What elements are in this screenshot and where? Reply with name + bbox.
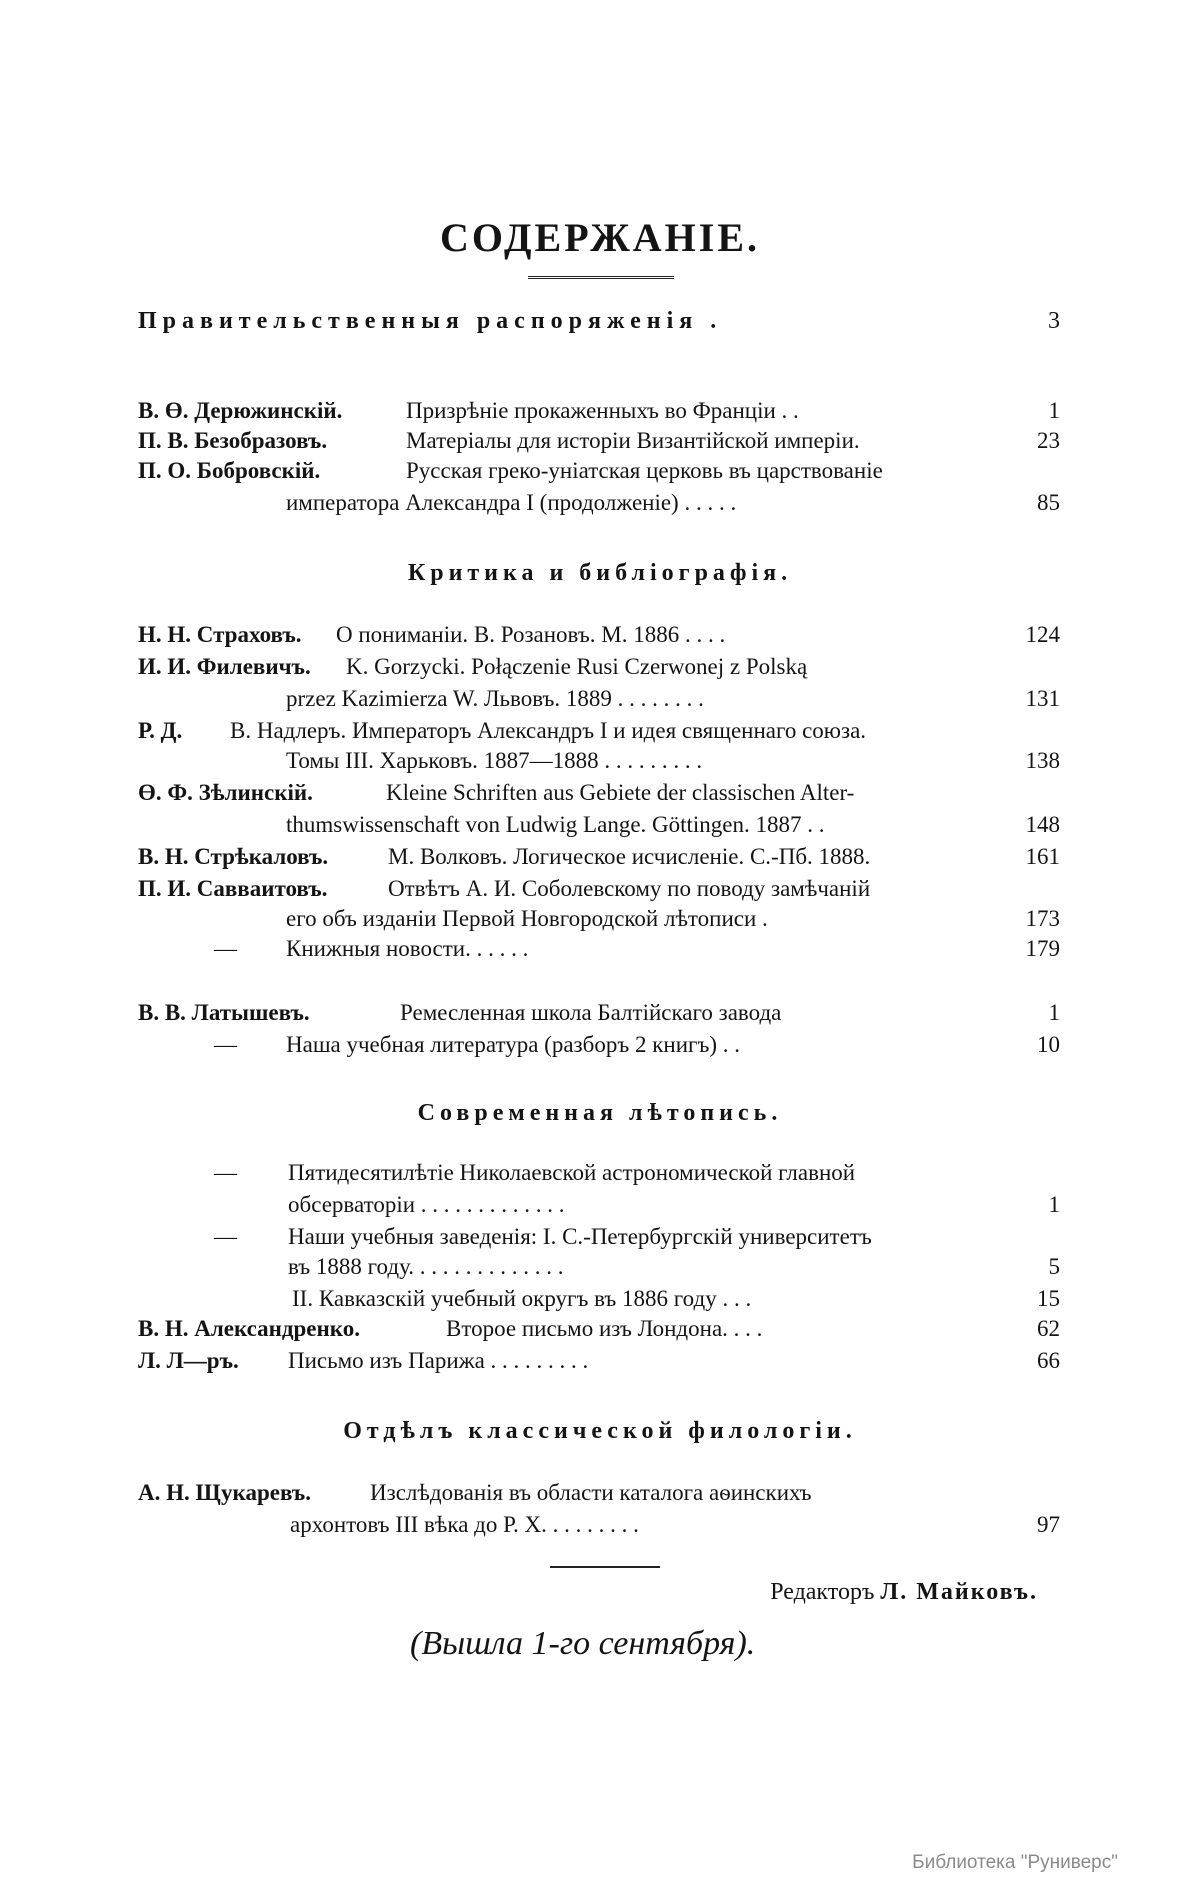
toc-entry: [138, 618, 1060, 652]
toc-entry: [138, 1476, 1060, 1510]
entry-page: 1: [1048, 1000, 1060, 1025]
entry-dash: —: [214, 936, 237, 961]
editor-name: Л. Майковъ.: [880, 1579, 1038, 1605]
entry-title: Наша учебная литература (разборъ 2 книгъ) . .: [286, 1032, 741, 1057]
entry-title: его объ изданіи Первой Новгородской лѣтописи .: [286, 906, 768, 931]
toc-entry-continued: [138, 902, 1060, 936]
entry-dash: —: [214, 1224, 237, 1249]
entry-page: 131: [1025, 686, 1060, 711]
toc-entry: [138, 840, 1060, 874]
entry-page: 66: [1037, 1348, 1060, 1373]
toc-entry: [138, 394, 1060, 428]
toc-entry: [138, 650, 1060, 684]
toc-entry-continued: [138, 744, 1060, 778]
entry-title: въ 1888 году. . . . . . . . . . . . . .: [288, 1254, 564, 1279]
entry-title: Наши учебныя заведенія: I. С.-Петербургскій университетъ: [288, 1224, 872, 1249]
entry-title: Второе письмо изъ Лондона. . . .: [446, 1316, 763, 1341]
entry-title: Kleine Schriften aus Gebiete der classischen Alter-: [386, 780, 855, 805]
entry-page: 148: [1025, 812, 1060, 837]
toc-entry: [138, 1220, 1060, 1254]
toc-entry-continued: [138, 1282, 1060, 1316]
entry-author: Л. Л—ръ.: [138, 1348, 239, 1373]
entry-title: przez Kazimierza W. Львовъ. 1889 . . . . . . . .: [286, 686, 704, 711]
entry-author: П. И. Савваитовъ.: [138, 876, 328, 901]
entry-author: В. Н. Александренко.: [138, 1316, 360, 1341]
entry-dash: —: [214, 1160, 237, 1185]
entry-title: thumswissenschaft von Ludwig Lange. Göttingen. 1887 . .: [286, 812, 825, 837]
entry-title: императора Александра I (продолженіе) . . . . .: [286, 490, 737, 515]
entry-title: обсерваторіи . . . . . . . . . . . . .: [288, 1192, 565, 1217]
entry-author: Н. Н. Страховъ.: [138, 622, 302, 647]
entry-page: 23: [1037, 428, 1060, 453]
entry-page: 62: [1037, 1316, 1060, 1341]
footer-rule: [550, 1566, 660, 1568]
entry-author: В. В. Латышевъ.: [138, 1000, 310, 1025]
toc-entry: [138, 1344, 1060, 1378]
entry-page: 179: [1025, 936, 1060, 961]
page-title: СОДЕРЖАНІЕ.: [439, 215, 761, 260]
toc-entry: [138, 776, 1060, 810]
entry-page: 161: [1025, 844, 1060, 869]
entry-title: М. Волковъ. Логическое исчисленіе. С.-Пб. 1888.: [388, 844, 871, 869]
toc-entry-continued: [138, 808, 1060, 842]
handwritten-note: (Вышла 1-го сентября).: [410, 1625, 756, 1662]
entry-page: 15: [1037, 1286, 1060, 1311]
entry-title: Томы III. Харьковъ. 1887—1888 . . . . . . . . .: [286, 748, 703, 773]
entry-page: 10: [1037, 1032, 1060, 1057]
entry-title: Книжныя новости. . . . . .: [286, 936, 529, 961]
toc-entry-continued: [138, 1508, 1060, 1542]
entry-title: Призрѣніе прокаженныхъ во Франціи . .: [406, 398, 799, 423]
toc-entry: [138, 714, 1060, 748]
entry-page: 97: [1037, 1512, 1060, 1537]
entry-author: В. Н. Стрѣкаловъ.: [138, 844, 329, 869]
government-section-page: 3: [1048, 308, 1060, 334]
entry-title: II. Кавказскій учебный округъ въ 1886 году . . .: [292, 1286, 752, 1311]
entry-title: Отвѣтъ А. И. Соболевскому по поводу замѣчаній: [388, 876, 871, 901]
entry-author: П. О. Бобровскій.: [138, 458, 321, 483]
toc-entry-continued: [138, 682, 1060, 716]
toc-entry: [138, 932, 1060, 966]
entry-author: П. В. Безобразовъ.: [138, 428, 328, 453]
entry-author: Р. Д.: [138, 718, 183, 743]
entry-title: Матеріалы для исторіи Византійской имперіи.: [406, 428, 860, 453]
toc-entry-continued: [138, 486, 1060, 520]
entry-dash: —: [214, 1032, 237, 1057]
entry-page: 5: [1048, 1254, 1060, 1279]
section-heading-criticism: Критика и библіографія.: [407, 560, 793, 586]
entry-page: 1: [1048, 1192, 1060, 1217]
toc-entry: [138, 1156, 1060, 1190]
entry-author: И. И. Филевичъ.: [138, 654, 311, 679]
editor-line: [770, 1575, 1038, 1609]
entry-title: Русская греко-уніатская церковь въ царствованіе: [406, 458, 883, 483]
toc-entry: [138, 872, 1060, 906]
entry-page: 173: [1025, 906, 1060, 931]
toc-entry: [138, 996, 1060, 1030]
entry-page: 138: [1025, 748, 1060, 773]
toc-entry: [138, 1028, 1060, 1062]
entry-title: О пониманіи. В. Розановъ. М. 1886 . . . .: [336, 622, 726, 647]
entry-page: 1: [1048, 398, 1060, 423]
entry-title: Письмо изъ Парижа . . . . . . . . .: [288, 1348, 589, 1373]
toc-entry-continued: [138, 1188, 1060, 1222]
title-underline: [528, 276, 674, 279]
toc-entry: [138, 1312, 1060, 1346]
toc-entry: [138, 454, 1060, 488]
entry-title: Пятидесятилѣтіе Николаевской астрономической главной: [288, 1160, 856, 1185]
entry-page: 124: [1025, 622, 1060, 647]
entry-page: 85: [1037, 490, 1060, 515]
entry-title: архонтовъ III вѣка до Р. Х. . . . . . . . .: [290, 1512, 639, 1537]
entry-title: Изслѣдованія въ области каталога аѳинскихъ: [370, 1480, 812, 1505]
entry-title: Ремесленная школа Балтійскаго завода: [400, 1000, 782, 1025]
section-heading-classical: Отдѣлъ классической филологіи.: [343, 1418, 857, 1444]
entry-title: В. Надлеръ. Императоръ Александръ I и идея священнаго союза.: [230, 718, 867, 743]
entry-author: А. Н. Щукаревъ.: [138, 1480, 311, 1505]
section-heading-chronicle: Современная лѣтопись.: [417, 1100, 783, 1126]
entry-title: K. Gorzycki. Połączenie Rusi Czerwonej z Polską: [346, 654, 808, 679]
government-section-label: Правительственныя распоряженія .: [138, 308, 723, 334]
editor-label: Редакторъ: [770, 1579, 875, 1605]
toc-entry-continued: [138, 1250, 1060, 1284]
entry-author: Ө. Ф. Зѣлинскій.: [138, 780, 313, 805]
toc-entry: [138, 424, 1060, 458]
library-watermark: Библиотека "Руниверс": [912, 1852, 1118, 1873]
entry-author: В. Ө. Дерюжинскій.: [138, 398, 343, 423]
